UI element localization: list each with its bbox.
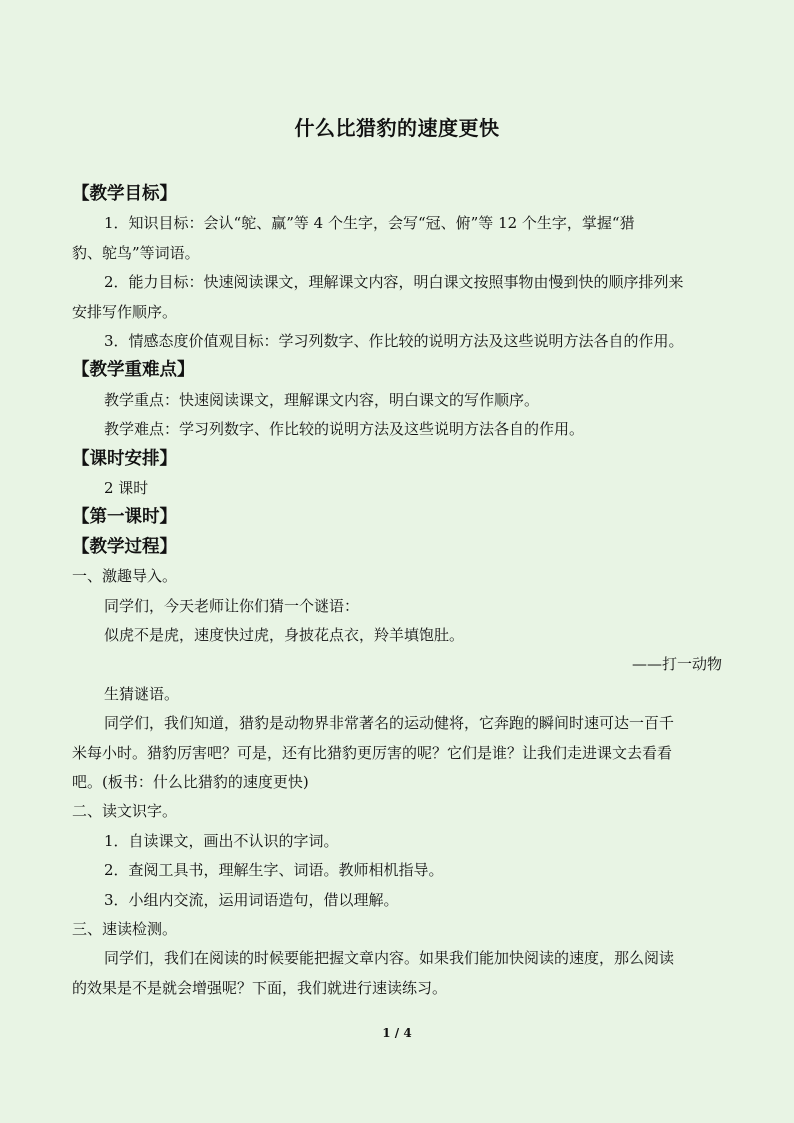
body-text-line: 2 课时: [104, 479, 149, 497]
body-text-line: 生猜谜语。: [104, 684, 180, 703]
section-heading: 【第一课时】: [72, 507, 177, 528]
body-text-line: 教学难点：学习列数字、作比较的说明方法及这些说明方法各自的作用。: [104, 420, 585, 439]
body-text-line: 同学们，我们在阅读的时候要能把握文章内容。如果我们能加快阅读的速度，那么阅读: [104, 949, 675, 968]
body-text-line: 安排写作顺序。: [72, 302, 178, 321]
section-heading: 【教学过程】: [72, 536, 177, 557]
body-text-line: 一、激趣导入。: [72, 567, 178, 586]
body-text-line: 米每小时。猎豹厉害吧？可是，还有比猎豹更厉害的呢？它们是谁？让我们走进课文去看看: [72, 743, 673, 762]
body-text-line: 豹、鸵鸟”等词语。: [72, 243, 200, 262]
body-text-line: 教学重点：快速阅读课文，理解课文内容，明白课文的写作顺序。: [104, 390, 540, 409]
body-text-line: 似虎不是虎，速度快过虎，身披花点衣，羚羊填饱肚。: [104, 626, 465, 644]
body-text-line: ——打一动物: [631, 655, 722, 674]
body-text-line: 同学们，今天老师让你们猜一个谜语：: [104, 596, 360, 615]
body-text-line: 2．查阅工具书，理解生字、词语。教师相机指导。: [104, 861, 444, 880]
body-text-line: 同学们，我们知道，猎豹是动物界非常著名的运动健将，它奔跑的瞬间时速可达一百千: [104, 714, 675, 733]
body-text-line: 三、速读检测。: [72, 920, 178, 938]
body-text-line: 二、读文识字。: [72, 802, 178, 821]
section-heading: 【教学目标】: [72, 184, 177, 204]
body-text-line: 吧。(板书：什么比猎豹的速度更快): [72, 773, 309, 791]
section-heading: 【教学重难点】: [72, 360, 195, 381]
page-number: 1 / 4: [382, 1026, 412, 1040]
body-text-line: 1．知识目标：会认“鸵、赢”等 4 个生字，会写“冠、俯”等 12 个生字，掌握“猎: [104, 214, 635, 233]
section-heading: 【课时安排】: [72, 448, 177, 469]
body-text-line: 1．自读课文，画出不认识的字词。: [104, 831, 339, 850]
body-text-line: 3．情感态度价值观目标：学习列数字、作比较的说明方法及这些说明方法各自的作用。: [104, 332, 684, 350]
document-title: 什么比猎豹的速度更快: [294, 116, 500, 140]
body-text-line: 的效果是不是就会增强呢？下面，我们就进行速读练习。: [72, 978, 448, 997]
body-text-line: 3．小组内交流，运用词语造句，借以理解。: [104, 890, 399, 909]
body-text-line: 2．能力目标：快速阅读课文，理解课文内容，明白课文按照事物由慢到快的顺序排列来: [104, 273, 684, 292]
